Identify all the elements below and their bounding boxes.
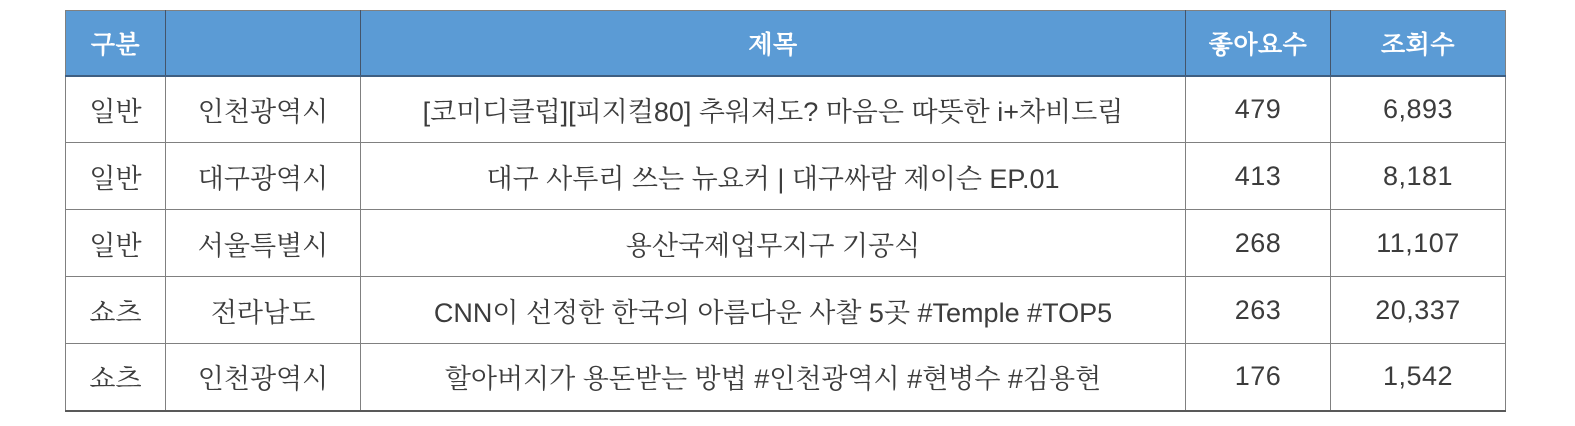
- table-row: [66, 76, 1506, 143]
- table-row: [66, 210, 1506, 277]
- header-likes: 좋아요수: [1186, 11, 1331, 76]
- cell-likes: 268: [1186, 210, 1331, 277]
- cell-title: 용산국제업무지구 기공식: [361, 210, 1186, 277]
- table-row: [66, 277, 1506, 344]
- header-title: 제목: [361, 11, 1186, 76]
- table-body: [66, 76, 1506, 411]
- cell-likes: 479: [1186, 76, 1331, 143]
- cell-likes: 176: [1186, 344, 1331, 411]
- cell-likes: 413: [1186, 143, 1331, 210]
- cell-title: 할아버지가 용돈받는 방법 #인천광역시 #현병수 #김용현: [361, 344, 1186, 411]
- cell-views: 1,542: [1331, 344, 1506, 411]
- header-category: 구분: [66, 11, 166, 76]
- table-row: [66, 143, 1506, 210]
- header-region: [166, 11, 361, 76]
- cell-category: 쇼츠: [66, 277, 166, 344]
- cell-region: 대구광역시: [166, 143, 361, 210]
- cell-category: 일반: [66, 210, 166, 277]
- cell-region: 인천광역시: [166, 344, 361, 411]
- cell-region: 전라남도: [166, 277, 361, 344]
- cell-likes: 263: [1186, 277, 1331, 344]
- table-row: [66, 344, 1506, 411]
- cell-views: 11,107: [1331, 210, 1506, 277]
- video-stats-table-container: [65, 10, 1506, 412]
- cell-category: 일반: [66, 143, 166, 210]
- header-row: [66, 11, 1506, 76]
- cell-title: 대구 사투리 쓰는 뉴요커 | 대구싸람 제이슨 EP.01: [361, 143, 1186, 210]
- cell-title: [코미디클럽][피지컬80] 추워져도? 마음은 따뜻한 i+차비드림: [361, 76, 1186, 143]
- cell-views: 8,181: [1331, 143, 1506, 210]
- video-stats-table: [65, 10, 1506, 412]
- cell-views: 20,337: [1331, 277, 1506, 344]
- cell-views: 6,893: [1331, 76, 1506, 143]
- cell-category: 쇼츠: [66, 344, 166, 411]
- header-views: 조회수: [1331, 11, 1506, 76]
- cell-region: 인천광역시: [166, 76, 361, 143]
- cell-category: 일반: [66, 76, 166, 143]
- cell-region: 서울특별시: [166, 210, 361, 277]
- cell-title: CNN이 선정한 한국의 아름다운 사찰 5곳 #Temple #TOP5: [361, 277, 1186, 344]
